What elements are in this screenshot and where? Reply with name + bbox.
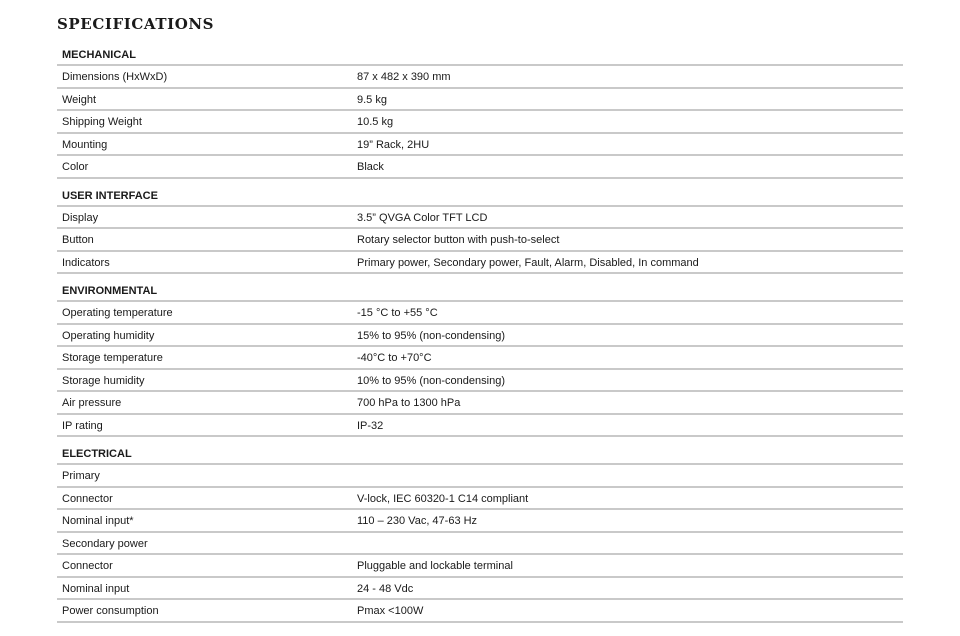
table-row	[57, 66, 903, 89]
row-value: Primary power, Secondary power, Fault, Alarm, Disabled, In command	[357, 256, 699, 269]
section-user-interface	[57, 187, 903, 275]
page-title: SPECIFICATIONS	[57, 15, 215, 33]
row-value: IP-32	[357, 419, 384, 432]
row-value: 87 x 482 x 390 mm	[357, 71, 451, 83]
row-value	[357, 533, 903, 554]
table-row	[57, 325, 903, 348]
row-label: Dimensions (HxWxD)	[62, 71, 168, 83]
section-heading: MECHANICAL	[57, 46, 903, 66]
row-label: Connector	[62, 560, 113, 572]
row-value: 700 hPa to 1300 hPa	[357, 397, 461, 409]
section-heading: USER INTERFACE	[57, 187, 903, 207]
row-label: Weight	[62, 93, 97, 106]
row-label: Power consumption	[62, 605, 159, 617]
table-row	[57, 555, 903, 578]
table-row	[57, 533, 903, 556]
row-label: Shipping Weight	[62, 116, 142, 128]
table-row	[57, 302, 903, 325]
row-value: Black	[357, 161, 384, 173]
row-value: 10.5 kg	[357, 116, 394, 128]
table-row	[57, 465, 903, 488]
row-label: Nominal input*	[62, 515, 134, 527]
row-label: Mounting	[62, 138, 108, 151]
row-value: Rotary selector button with push-to-select	[357, 234, 560, 246]
section-mechanical	[57, 46, 903, 179]
table-row	[57, 347, 903, 370]
section-heading: ENVIRONMENTAL	[57, 282, 903, 302]
table-row	[57, 156, 903, 179]
row-label: Secondary power	[62, 537, 148, 550]
row-label: Storage temperature	[62, 352, 163, 364]
row-value: Pluggable and lockable terminal	[357, 560, 513, 572]
table-row	[57, 134, 903, 157]
section-electrical	[57, 445, 903, 623]
table-row	[57, 89, 903, 112]
table-row	[57, 229, 903, 252]
row-label: Storage humidity	[62, 374, 145, 387]
row-value	[357, 465, 903, 486]
row-label: Color	[62, 161, 89, 173]
row-value: 10% to 95% (non-condensing)	[357, 374, 505, 387]
row-value: Pmax <100W	[357, 605, 424, 617]
row-value: 9.5 kg	[357, 93, 387, 106]
table-row	[57, 510, 903, 533]
row-label: Button	[62, 234, 94, 246]
spec-sections	[57, 46, 903, 623]
row-label: Indicators	[62, 256, 110, 269]
row-label: Connector	[62, 492, 113, 505]
spec-sheet	[57, 14, 903, 623]
table-row	[57, 578, 903, 601]
row-value: 110 – 230 Vac, 47-63 Hz	[357, 515, 478, 527]
row-value: 3.5” QVGA Color TFT LCD	[357, 211, 488, 224]
row-value: 19” Rack, 2HU	[357, 138, 430, 151]
row-value: 15% to 95% (non-condensing)	[357, 329, 505, 342]
row-label: Operating temperature	[62, 307, 173, 319]
table-row	[57, 600, 903, 623]
row-label: Nominal input	[62, 582, 130, 595]
row-label: Operating humidity	[62, 329, 155, 342]
table-row	[57, 207, 903, 230]
table-row	[57, 392, 903, 415]
row-value: V-lock, IEC 60320-1 C14 compliant	[357, 492, 529, 505]
table-row	[57, 370, 903, 393]
row-label: Primary	[62, 470, 100, 482]
row-value: -40°C to +70°C	[357, 352, 432, 364]
section-heading: ELECTRICAL	[57, 445, 903, 465]
table-row	[57, 488, 903, 511]
table-row	[57, 252, 903, 275]
row-value: -15 °C to +55 °C	[357, 307, 438, 319]
section-environmental	[57, 282, 903, 437]
row-label: Display	[62, 211, 99, 224]
row-value: 24 - 48 Vdc	[357, 582, 414, 595]
table-row	[57, 111, 903, 134]
table-row	[57, 415, 903, 438]
row-label: IP rating	[62, 419, 103, 432]
row-label: Air pressure	[62, 397, 122, 409]
